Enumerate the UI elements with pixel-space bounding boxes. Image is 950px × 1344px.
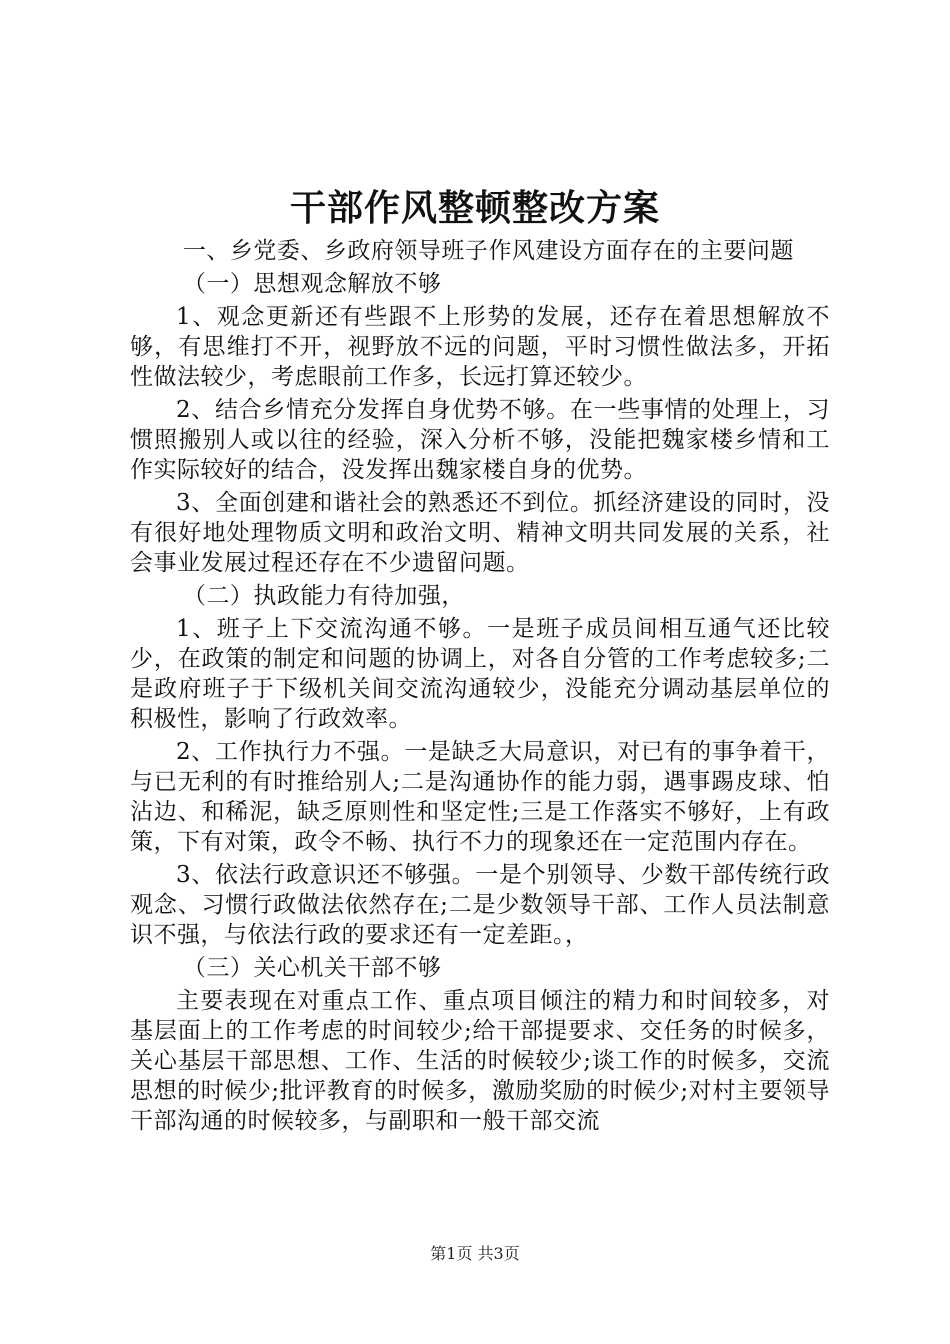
body-paragraph: 3、全面创建和谐社会的熟悉还不到位。抓经济建设的同时，没有很好地处理物质文明和政治文明、精神文明共同发展的关系，社会事业发展过程还存在不少遗留问题。 xyxy=(130,490,830,576)
body-paragraph: 1、观念更新还有些跟不上形势的发展，还存在着思想解放不够，有思维打不开，视野放不远的问题，平时习惯性做法多，开拓性做法较少，考虑眼前工作多，长远打算还较少。 xyxy=(130,304,830,390)
document-body xyxy=(130,236,830,1139)
subsection-heading-1: （一）思想观念解放不够 xyxy=(182,271,442,297)
document-title: 干部作风整顿整改方案 xyxy=(289,187,660,229)
body-paragraph: 3、依法行政意识还不够强。一是个别领导、少数干部传统行政观念、习惯行政做法依然存在;二是少数领导干部、工作人员法制意识不强，与依法行政的要求还有一定差距。， xyxy=(130,862,830,948)
subsection-heading-3: （三）关心机关干部不够 xyxy=(182,955,442,981)
body-paragraph: 2、结合乡情充分发挥自身优势不够。在一些事情的处理上，习惯照搬别人或以往的经验，深入分析不够，没能把魏家楼乡情和工作实际较好的结合，没发挥出魏家楼自身的优势。 xyxy=(130,397,830,483)
subsection-heading-2: （二）执政能力有待加强， xyxy=(182,583,465,609)
body-paragraph: 2、工作执行力不强。一是缺乏大局意识，对已有的事争着干，与已无利的有时推给别人;二是沟通协作的能力弱，遇事踢皮球、怕沾边、和稀泥，缺乏原则性和坚定性;三是工作落实不够好，上有政策，下有对策，政令不畅、执行不力的现象还在一定范围内存在。 xyxy=(130,739,830,855)
section-heading-1: 一、乡党委、乡政府领导班子作风建设方面存在的主要问题 xyxy=(182,238,794,264)
body-paragraph: 主要表现在对重点工作、重点项目倾注的精力和时间较多，对基层面上的工作考虑的时间较少;给干部提要求、交任务的时候多，关心基层干部思想、工作、生活的时候较少;谈工作的时候多，交流思想的时候少;批评教育的时候多，激励奖励的时候少;对村主要领导干部沟通的时候较多，与副职和一般干部交流 xyxy=(130,988,830,1134)
page-footer: 第1页 共3页 xyxy=(430,1244,520,1263)
body-paragraph: 1、班子上下交流沟通不够。一是班子成员间相互通气还比较少，在政策的制定和问题的协调上，对各自分管的工作考虑较多;二是政府班子于下级机关间交流沟通较少，没能充分调动基层单位的积极性，影响了行政效率。 xyxy=(130,616,830,732)
